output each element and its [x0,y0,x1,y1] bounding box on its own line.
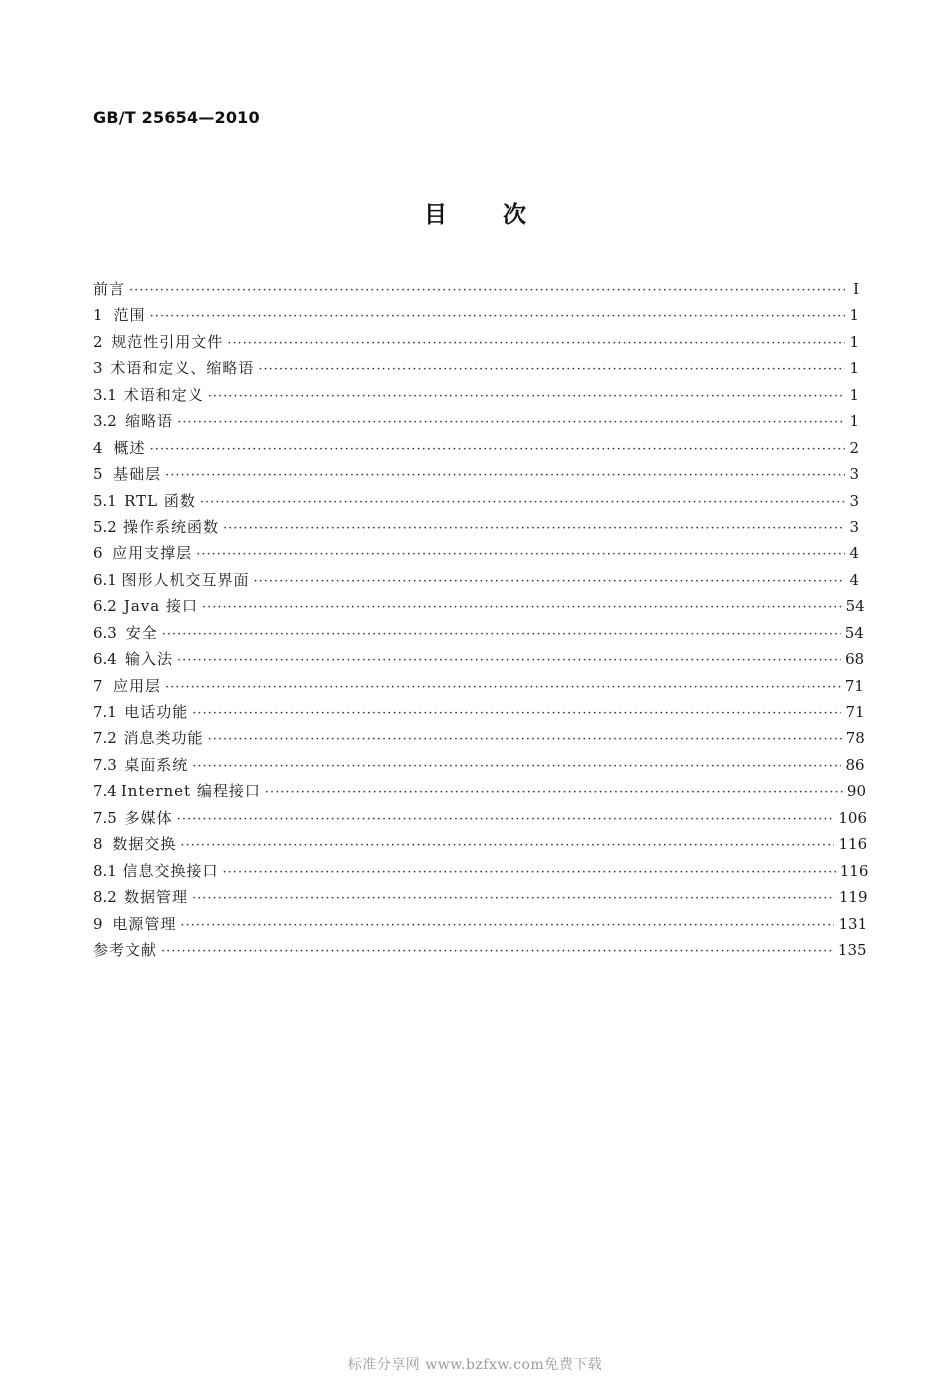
toc-leader-dots [177,648,841,674]
toc-leader-dots [177,807,835,833]
toc-entry-title: 消息类功能 [123,729,204,748]
toc-leader-dots [165,675,841,701]
toc-leader-dots [150,304,845,330]
toc-entry-page: 78 [845,729,865,748]
toc-leader-dots [192,754,841,780]
toc-entry[interactable] [93,911,868,937]
toc-entry[interactable] [93,699,865,725]
toc-entry[interactable] [93,355,859,381]
toc-entry-title: 电源管理 [112,914,177,933]
toc-entry-number: 6.4 [93,650,117,669]
toc-leader-dots [202,595,842,621]
toc-entry-number: 9 [93,914,103,933]
toc-entry-page: 68 [845,650,865,669]
page-title: 目次 [424,202,582,228]
toc-entry-title: 桌面系统 [124,755,189,774]
toc-entry-title: RTL 函数 [124,491,196,510]
toc-entry[interactable] [93,858,869,884]
toc-entry-number: 6.1 [93,570,117,589]
toc-entry-number: 3.1 [93,385,117,404]
toc-entry-number: 7 [93,676,103,695]
toc-leader-dots [208,384,845,410]
toc-leader-dots [180,913,834,939]
toc-leader-dots [165,463,845,489]
toc-entry-title: 操作系统函数 [122,517,219,536]
toc-entry-number: 7.4 [93,782,117,801]
toc-entry[interactable] [93,673,864,699]
toc-entry[interactable] [93,778,867,804]
toc-entry-page: 119 [838,888,868,907]
toc-entry-page: 86 [845,755,865,774]
toc-leader-dots [200,490,845,516]
toc-entry-page: 71 [844,676,864,695]
toc-entry-page: I [853,280,859,298]
toc-entry-page: 4 [849,544,859,563]
toc-entry-page: 1 [849,385,859,404]
toc-entry-number: 1 [93,306,103,325]
toc-leader-dots [196,542,845,568]
toc-entry[interactable] [93,937,867,963]
toc-entry-page: 4 [849,570,859,589]
toc-entry-page: 1 [849,306,859,325]
toc-entry[interactable] [93,540,859,566]
toc-entry-number: 6 [93,544,103,563]
toc-leader-dots [177,410,845,436]
toc-leader-dots [161,939,834,965]
toc-entry[interactable] [93,884,868,910]
toc-entry-title: 概述 [113,438,146,457]
toc-entry-title: 术语和定义 [123,385,204,404]
toc-entry-title: 安全 [125,623,158,642]
toc-entry-number: 2 [93,332,103,351]
toc-entry[interactable] [93,593,865,619]
toc-entry[interactable] [93,567,859,593]
toc-leader-dots [254,569,846,595]
toc-leader-dots [180,833,834,859]
toc-leader-dots [223,516,845,542]
toc-entry-page: 106 [838,808,868,827]
toc-entry-page: 135 [837,940,867,959]
toc-entry-page: 2 [849,438,859,457]
toc-entry-number: 5 [93,465,103,484]
toc-entry-page: 71 [845,703,865,721]
toc-entry-number: 8.1 [93,861,117,880]
toc-entry-title: 规范性引用文件 [111,332,224,351]
toc-leader-dots [129,278,845,304]
toc-entry[interactable] [93,276,859,302]
toc-entry-number: 5.1 [93,491,117,510]
toc-leader-dots [192,886,835,912]
watermark: 标准分享网 www.bzfxw.com免费下载 [347,1357,603,1373]
toc-leader-dots [162,622,841,648]
toc-entry-number: 6.2 [93,597,117,616]
toc-entry-title: 应用支撑层 [112,544,193,563]
toc-leader-dots [150,437,845,463]
toc-leader-dots [192,701,841,727]
toc-entry[interactable] [93,620,864,646]
toc-entry[interactable] [93,805,868,831]
toc-entry-number: 8 [93,835,103,854]
toc-entry[interactable] [93,461,859,487]
toc-entry-title: Java 接口 [123,597,198,616]
toc-entry-page: 1 [849,359,859,378]
toc-entry-page: 3 [849,465,859,484]
toc-entry-title: 数据管理 [123,888,188,907]
toc-leader-dots [258,357,845,383]
toc-entry-title: 术语和定义、缩略语 [110,359,255,378]
toc-entry-page: 131 [838,914,868,933]
toc-entry-number: 7.2 [93,729,117,748]
toc-entry-title: 缩略语 [125,412,174,431]
toc-entry-page: 54 [845,597,865,616]
standard-number: GB/T 25654—2010 [93,108,260,127]
toc-entry-page: 54 [844,623,864,642]
toc-entry-number: 7.1 [93,703,117,721]
toc-entry-number: 7.5 [93,808,117,827]
toc-entry[interactable] [93,831,868,857]
toc-entry[interactable] [93,408,859,434]
toc-entry[interactable] [93,725,865,751]
toc-entry-number: 5.2 [93,517,117,536]
table-of-contents [93,276,869,963]
toc-entry-number: 8.2 [93,888,117,907]
toc-entry-title: 电话功能 [124,703,189,721]
toc-entry-title: 基础层 [113,465,162,484]
toc-entry-number: 4 [93,438,103,457]
toc-leader-dots [265,780,843,806]
toc-entry[interactable] [93,752,865,778]
toc-entry-title: 参考文献 [93,940,158,959]
toc-entry[interactable] [93,435,859,461]
toc-entry-page: 1 [849,332,859,351]
toc-entry-title: 应用层 [112,676,161,695]
toc-entry-title: 输入法 [124,650,173,669]
toc-entry[interactable] [93,302,859,328]
toc-entry-title: Internet 编程接口 [120,782,261,801]
toc-entry[interactable] [93,488,859,514]
toc-entry-page: 1 [849,412,859,431]
toc-entry-title: 图形人机交互界面 [121,570,250,589]
toc-entry-page: 90 [846,782,867,801]
toc-entry-page: 3 [849,491,859,510]
toc-entry-number: 3 [93,359,103,378]
toc-leader-dots [227,331,845,357]
toc-entry-title: 数据交换 [112,835,177,854]
toc-entry[interactable] [93,646,865,672]
toc-leader-dots [223,860,836,886]
toc-entry-title: 前言 [93,280,126,298]
toc-entry-title: 信息交换接口 [122,861,219,880]
toc-entry-page: 116 [839,861,869,880]
toc-entry-number: 3.2 [93,412,117,431]
toc-entry-page: 116 [838,835,868,854]
toc-entry-title: 范围 [113,306,146,325]
toc-entry-number: 6.3 [93,623,117,642]
toc-entry[interactable] [93,514,859,540]
toc-entry-number: 7.3 [93,755,117,774]
toc-leader-dots [208,727,842,753]
toc-entry-title: 多媒体 [124,808,173,827]
toc-entry-page: 3 [849,517,859,536]
toc-entry[interactable] [93,382,859,408]
toc-entry[interactable] [93,329,859,355]
